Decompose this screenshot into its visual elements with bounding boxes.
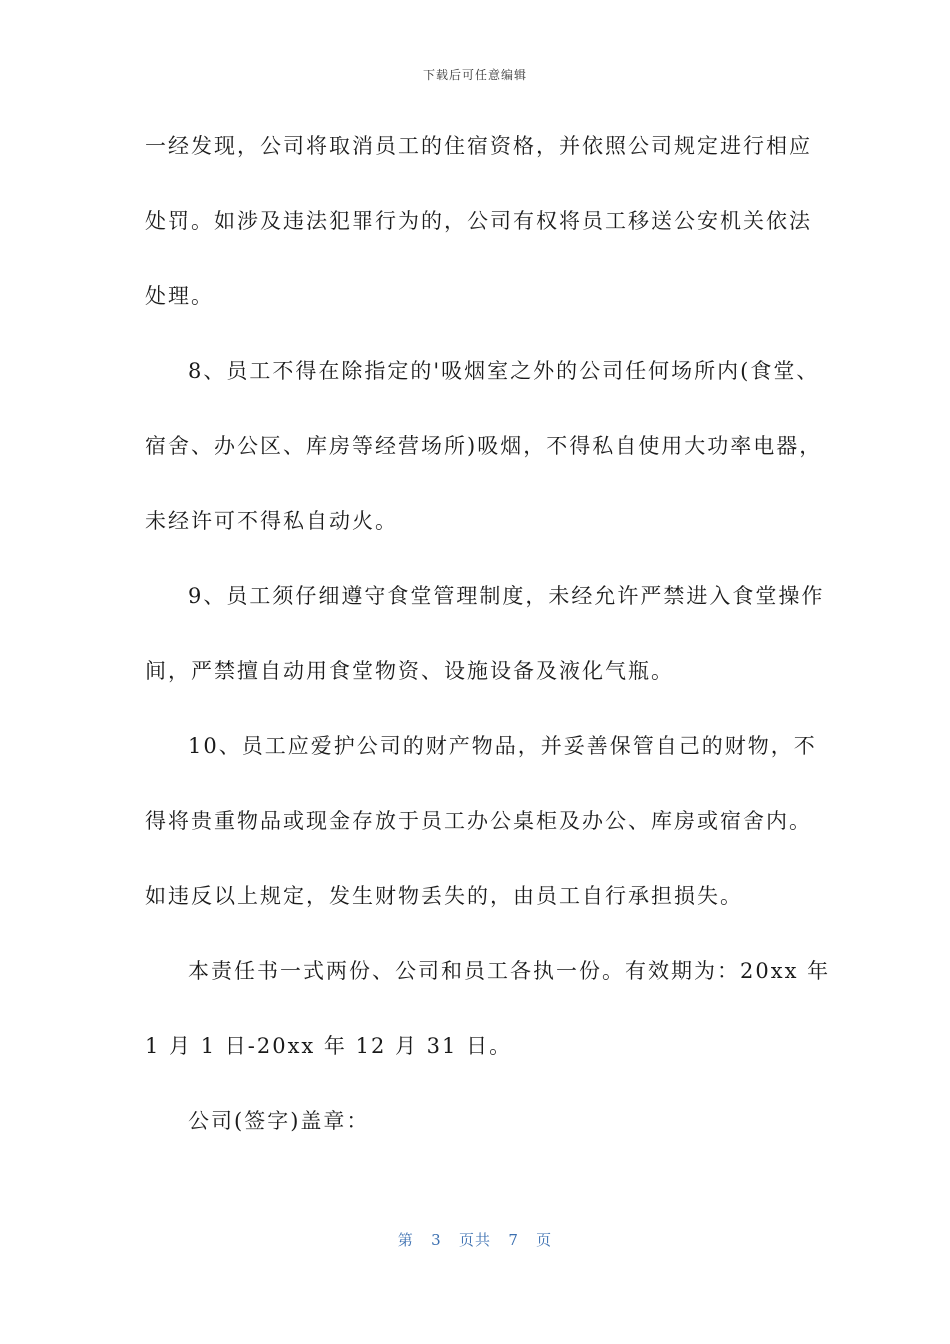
paragraph-10-start: 10、员工应爱护公司的财产物品，并妥善保管自己的财物，不	[188, 734, 817, 758]
paragraph-9-start: 9、员工须仔细遵守食堂管理制度，未经允许严禁进入食堂操作	[188, 584, 825, 608]
page-header: 下载后可任意编辑	[422, 68, 527, 82]
body-line: 得将贵重物品或现金存放于员工办公桌柜及办公、库房或宿舍内。	[145, 809, 812, 833]
footer-page-prefix: 第	[397, 1231, 414, 1249]
page-footer	[0, 1229, 950, 1250]
body-line: 一经发现，公司将取消员工的住宿资格，并依照公司规定进行相应	[145, 134, 812, 158]
footer-page-suffix: 页	[536, 1231, 553, 1249]
body-line: 1 月 1 日-20xx 年 12 月 31 日。	[145, 1034, 513, 1058]
paragraph-8-start: 8、员工不得在除指定的'吸烟室之外的公司任何场所内(食堂、	[188, 359, 820, 383]
body-line: 处理。	[145, 284, 214, 308]
footer-page-current: 3	[431, 1231, 442, 1249]
body-line: 间，严禁擅自动用食堂物资、设施设备及液化气瓶。	[145, 659, 674, 683]
body-line: 处罚。如涉及违法犯罪行为的，公司有权将员工移送公安机关依法	[145, 209, 812, 233]
body-line: 宿舍、办公区、库房等经营场所)吸烟，不得私自使用大功率电器，	[145, 434, 823, 458]
footer-page-total: 7	[508, 1231, 519, 1249]
validity-paragraph-start: 本责任书一式两份、公司和员工各执一份。有效期为：20xx 年	[188, 959, 831, 983]
body-line: 未经许可不得私自动火。	[145, 509, 398, 533]
footer-page-middle: 页共	[458, 1231, 491, 1249]
company-signature-line: 公司(签字)盖章：	[188, 1109, 370, 1133]
body-line: 如违反以上规定，发生财物丢失的，由员工自行承担损失。	[145, 884, 743, 908]
